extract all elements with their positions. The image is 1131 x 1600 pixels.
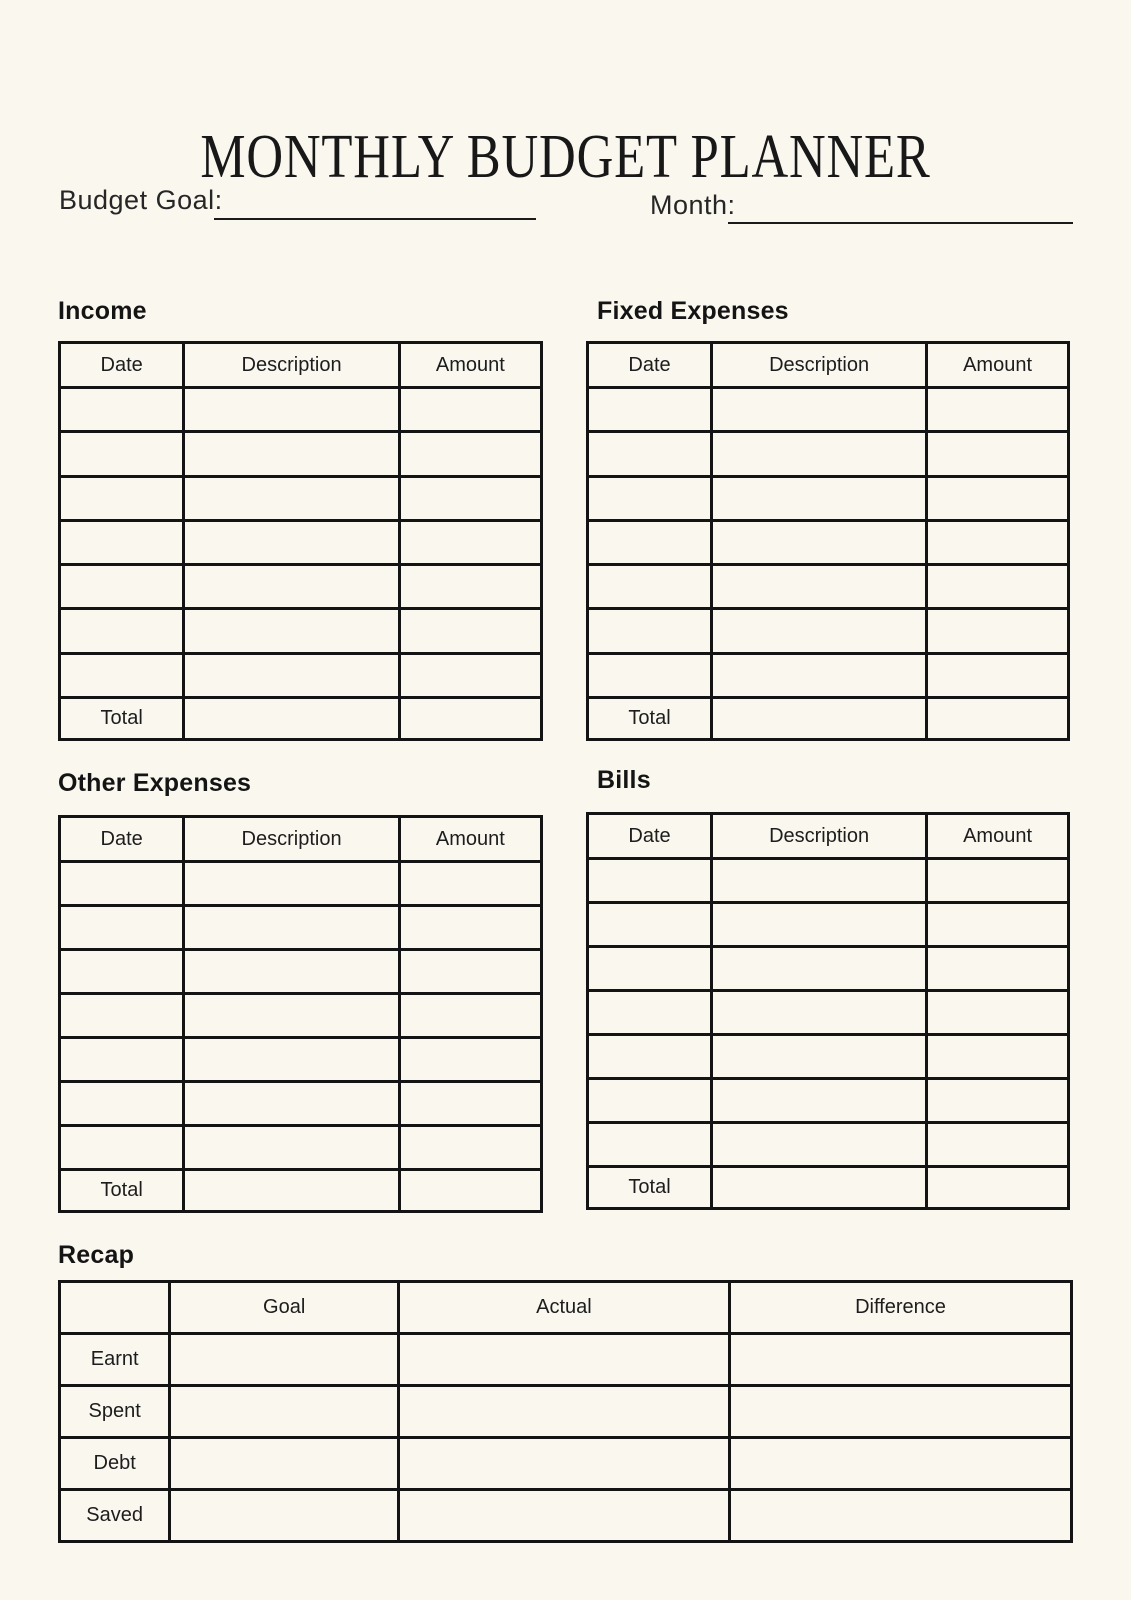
amount-cell[interactable] bbox=[399, 994, 541, 1038]
recap-table bbox=[58, 1280, 1073, 1543]
amount-cell[interactable] bbox=[399, 1126, 541, 1170]
date-cell[interactable] bbox=[588, 947, 712, 991]
description-cell[interactable] bbox=[712, 859, 927, 903]
date-cell[interactable] bbox=[60, 1038, 184, 1082]
income-row bbox=[60, 565, 542, 609]
amount-cell[interactable] bbox=[399, 476, 541, 520]
other-expenses-row bbox=[60, 950, 542, 994]
month-input-line[interactable] bbox=[728, 200, 1073, 224]
recap-header-row bbox=[60, 1282, 1072, 1334]
description-cell[interactable] bbox=[184, 432, 399, 476]
date-cell[interactable] bbox=[60, 476, 184, 520]
date-cell[interactable] bbox=[60, 432, 184, 476]
bills-row bbox=[588, 991, 1069, 1035]
date-cell[interactable] bbox=[588, 653, 712, 697]
income-total-row bbox=[60, 698, 542, 740]
date-cell[interactable] bbox=[588, 1079, 712, 1123]
amount-cell[interactable] bbox=[399, 388, 541, 432]
other-expenses-table bbox=[58, 815, 543, 1213]
goal-cell[interactable] bbox=[170, 1386, 399, 1438]
description-column-header: Description bbox=[184, 343, 399, 388]
total-description-cell[interactable] bbox=[712, 698, 927, 740]
amount-cell[interactable] bbox=[927, 653, 1069, 697]
fixed-expenses-row bbox=[588, 388, 1069, 432]
difference-cell[interactable] bbox=[729, 1386, 1071, 1438]
fixed-expenses-row bbox=[588, 520, 1069, 564]
description-cell[interactable] bbox=[184, 609, 399, 653]
description-cell[interactable] bbox=[712, 565, 927, 609]
bills-row bbox=[588, 1079, 1069, 1123]
bills-section-heading: Bills bbox=[597, 766, 651, 794]
goal-cell[interactable] bbox=[170, 1334, 399, 1386]
bills-table bbox=[586, 812, 1070, 1210]
date-cell[interactable] bbox=[588, 991, 712, 1035]
goal-cell[interactable] bbox=[170, 1438, 399, 1490]
date-column-header: Date bbox=[60, 343, 184, 388]
date-cell[interactable] bbox=[60, 950, 184, 994]
income-row bbox=[60, 653, 542, 697]
date-column-header: Date bbox=[588, 343, 712, 388]
date-cell[interactable] bbox=[588, 565, 712, 609]
total-amount-cell[interactable] bbox=[399, 1170, 541, 1212]
fixed-expenses-total-label: Total bbox=[588, 698, 712, 740]
date-column-header: Date bbox=[60, 817, 184, 862]
date-cell[interactable] bbox=[60, 388, 184, 432]
date-cell[interactable] bbox=[588, 388, 712, 432]
date-cell[interactable] bbox=[60, 1126, 184, 1170]
income-row bbox=[60, 432, 542, 476]
date-cell[interactable] bbox=[60, 906, 184, 950]
income-total-label: Total bbox=[60, 698, 184, 740]
bills-row bbox=[588, 947, 1069, 991]
description-cell[interactable] bbox=[184, 994, 399, 1038]
other-expenses-row bbox=[60, 994, 542, 1038]
amount-cell[interactable] bbox=[927, 991, 1069, 1035]
description-cell[interactable] bbox=[184, 653, 399, 697]
bills-total-row bbox=[588, 1167, 1069, 1209]
difference-cell[interactable] bbox=[729, 1438, 1071, 1490]
description-cell[interactable] bbox=[712, 947, 927, 991]
amount-cell[interactable] bbox=[927, 947, 1069, 991]
recap-row-spent bbox=[60, 1386, 1072, 1438]
date-cell[interactable] bbox=[588, 520, 712, 564]
income-header-row bbox=[60, 343, 542, 388]
total-amount-cell[interactable] bbox=[927, 698, 1069, 740]
difference-cell[interactable] bbox=[729, 1490, 1071, 1542]
date-cell[interactable] bbox=[60, 994, 184, 1038]
fixed-expenses-header-row bbox=[588, 343, 1069, 388]
amount-cell[interactable] bbox=[399, 906, 541, 950]
income-row bbox=[60, 476, 542, 520]
recap-row-label: Debt bbox=[60, 1438, 170, 1490]
recap-row-debt bbox=[60, 1438, 1072, 1490]
bills-header-row bbox=[588, 814, 1069, 859]
amount-cell[interactable] bbox=[399, 653, 541, 697]
bills-row bbox=[588, 903, 1069, 947]
month-label: Month: bbox=[650, 190, 736, 220]
fixed-expenses-row bbox=[588, 609, 1069, 653]
date-cell[interactable] bbox=[60, 862, 184, 906]
amount-cell[interactable] bbox=[399, 432, 541, 476]
description-column-header: Description bbox=[712, 343, 927, 388]
actual-cell[interactable] bbox=[399, 1490, 730, 1542]
date-cell[interactable] bbox=[588, 1123, 712, 1167]
date-cell[interactable] bbox=[588, 476, 712, 520]
description-cell[interactable] bbox=[712, 476, 927, 520]
income-row bbox=[60, 388, 542, 432]
description-cell[interactable] bbox=[184, 906, 399, 950]
amount-cell[interactable] bbox=[399, 520, 541, 564]
total-amount-cell[interactable] bbox=[927, 1167, 1069, 1209]
bills-row bbox=[588, 1123, 1069, 1167]
description-cell[interactable] bbox=[184, 565, 399, 609]
amount-cell[interactable] bbox=[927, 432, 1069, 476]
total-description-cell[interactable] bbox=[712, 1167, 927, 1209]
actual-cell[interactable] bbox=[399, 1386, 730, 1438]
amount-column-header: Amount bbox=[927, 814, 1069, 859]
amount-cell[interactable] bbox=[927, 476, 1069, 520]
amount-cell[interactable] bbox=[927, 520, 1069, 564]
date-cell[interactable] bbox=[588, 432, 712, 476]
description-cell[interactable] bbox=[712, 609, 927, 653]
fixed-expenses-row bbox=[588, 565, 1069, 609]
recap-corner-cell bbox=[60, 1282, 170, 1334]
date-cell[interactable] bbox=[588, 903, 712, 947]
difference-column-header: Difference bbox=[729, 1282, 1071, 1334]
total-description-cell[interactable] bbox=[184, 1170, 399, 1212]
description-cell[interactable] bbox=[712, 1123, 927, 1167]
difference-cell[interactable] bbox=[729, 1334, 1071, 1386]
description-cell[interactable] bbox=[184, 1038, 399, 1082]
total-description-cell[interactable] bbox=[184, 698, 399, 740]
date-cell[interactable] bbox=[588, 1035, 712, 1079]
description-cell[interactable] bbox=[184, 862, 399, 906]
income-section-heading: Income bbox=[58, 297, 147, 325]
recap-row-label: Saved bbox=[60, 1490, 170, 1542]
description-cell[interactable] bbox=[184, 476, 399, 520]
other-expenses-row bbox=[60, 1126, 542, 1170]
bills-total-label: Total bbox=[588, 1167, 712, 1209]
income-table bbox=[58, 341, 543, 741]
fixed-expenses-row bbox=[588, 476, 1069, 520]
fixed-expenses-total-row bbox=[588, 698, 1069, 740]
description-cell[interactable] bbox=[184, 1082, 399, 1126]
amount-column-header: Amount bbox=[927, 343, 1069, 388]
bills-row bbox=[588, 1035, 1069, 1079]
budget-goal-label: Budget Goal: bbox=[59, 185, 223, 215]
recap-row-earnt bbox=[60, 1334, 1072, 1386]
budget-goal-input-line[interactable] bbox=[214, 196, 536, 220]
income-row bbox=[60, 520, 542, 564]
goal-cell[interactable] bbox=[170, 1490, 399, 1542]
date-cell[interactable] bbox=[588, 859, 712, 903]
description-cell[interactable] bbox=[712, 991, 927, 1035]
description-cell[interactable] bbox=[712, 653, 927, 697]
recap-section-heading: Recap bbox=[58, 1241, 135, 1269]
description-cell[interactable] bbox=[712, 903, 927, 947]
actual-cell[interactable] bbox=[399, 1334, 730, 1386]
amount-cell[interactable] bbox=[399, 862, 541, 906]
date-column-header: Date bbox=[588, 814, 712, 859]
description-cell[interactable] bbox=[712, 1035, 927, 1079]
amount-cell[interactable] bbox=[927, 565, 1069, 609]
other-expenses-total-label: Total bbox=[60, 1170, 184, 1212]
amount-cell[interactable] bbox=[399, 950, 541, 994]
amount-cell[interactable] bbox=[927, 1123, 1069, 1167]
date-cell[interactable] bbox=[60, 1082, 184, 1126]
recap-row-label: Earnt bbox=[60, 1334, 170, 1386]
goal-column-header: Goal bbox=[170, 1282, 399, 1334]
page-title: MONTHLY BUDGET PLANNER bbox=[200, 122, 931, 191]
actual-column-header: Actual bbox=[399, 1282, 730, 1334]
description-cell[interactable] bbox=[184, 950, 399, 994]
description-column-header: Description bbox=[712, 814, 927, 859]
recap-row-label: Spent bbox=[60, 1386, 170, 1438]
description-cell[interactable] bbox=[712, 432, 927, 476]
description-cell[interactable] bbox=[712, 1079, 927, 1123]
date-cell[interactable] bbox=[60, 609, 184, 653]
amount-cell[interactable] bbox=[927, 859, 1069, 903]
date-cell[interactable] bbox=[588, 609, 712, 653]
income-row bbox=[60, 609, 542, 653]
date-cell[interactable] bbox=[60, 565, 184, 609]
other-expenses-row bbox=[60, 862, 542, 906]
description-cell[interactable] bbox=[184, 520, 399, 564]
other-expenses-row bbox=[60, 906, 542, 950]
amount-cell[interactable] bbox=[927, 1035, 1069, 1079]
amount-cell[interactable] bbox=[399, 609, 541, 653]
amount-cell[interactable] bbox=[927, 609, 1069, 653]
bills-row bbox=[588, 859, 1069, 903]
description-column-header: Description bbox=[184, 817, 399, 862]
fixed-expenses-row bbox=[588, 432, 1069, 476]
amount-column-header: Amount bbox=[399, 343, 541, 388]
actual-cell[interactable] bbox=[399, 1438, 730, 1490]
amount-cell[interactable] bbox=[927, 1079, 1069, 1123]
fixed-expenses-section-heading: Fixed Expenses bbox=[597, 297, 789, 325]
description-cell[interactable] bbox=[712, 520, 927, 564]
other-expenses-total-row bbox=[60, 1170, 542, 1212]
date-cell[interactable] bbox=[60, 653, 184, 697]
amount-cell[interactable] bbox=[927, 388, 1069, 432]
amount-column-header: Amount bbox=[399, 817, 541, 862]
total-amount-cell[interactable] bbox=[399, 698, 541, 740]
other-expenses-header-row bbox=[60, 817, 542, 862]
amount-cell[interactable] bbox=[399, 1082, 541, 1126]
description-cell[interactable] bbox=[712, 388, 927, 432]
other-expenses-section-heading: Other Expenses bbox=[58, 769, 252, 797]
other-expenses-row bbox=[60, 1082, 542, 1126]
fixed-expenses-table bbox=[586, 341, 1070, 741]
description-cell[interactable] bbox=[184, 1126, 399, 1170]
fixed-expenses-row bbox=[588, 653, 1069, 697]
description-cell[interactable] bbox=[184, 388, 399, 432]
recap-row-saved bbox=[60, 1490, 1072, 1542]
other-expenses-row bbox=[60, 1038, 542, 1082]
amount-cell[interactable] bbox=[399, 565, 541, 609]
date-cell[interactable] bbox=[60, 520, 184, 564]
amount-cell[interactable] bbox=[927, 903, 1069, 947]
amount-cell[interactable] bbox=[399, 1038, 541, 1082]
